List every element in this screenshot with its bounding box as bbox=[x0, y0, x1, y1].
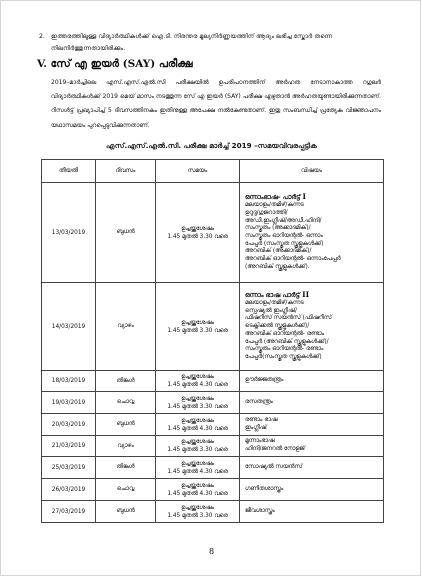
cell-subject bbox=[240, 414, 384, 436]
subject-line: സ്പെഷ്യൽ ഇംഗ്ലീഷ്/ bbox=[245, 307, 297, 314]
cell-subject bbox=[240, 371, 384, 392]
section-heading: V. സേ് എ ഇയർ (SAY) പരീക്ഷ bbox=[37, 58, 193, 70]
subject-line: പേപ്പർ(സംസ്കൃത സ്കൂളുകൾക്ക്) bbox=[245, 353, 322, 360]
subject-line: മലയാളം/തമിഴ്/കന്നട bbox=[245, 202, 304, 209]
paper-label bbox=[245, 193, 380, 202]
subject-line: അറബിക് ഓറിയന്റൽ- രണ്ടാം bbox=[245, 330, 325, 337]
subject-line: സംസ്കൃതം ഓറിയന്റൽ- ഒന്നാം bbox=[245, 233, 323, 239]
cell-date: 26/03/2019 bbox=[42, 479, 96, 501]
paper-label-text: ഒന്നാംഭാഷ- പാർട്ട് bbox=[245, 193, 303, 202]
table-row bbox=[42, 436, 384, 457]
subject-line: അറബിക് ഓറിയന്റൽ- ഒന്നാംപേപ്പർ bbox=[245, 256, 341, 263]
subject-line: ഗണിതശാസ്ത്രം bbox=[245, 485, 284, 492]
paper-roman-numeral: II bbox=[302, 290, 310, 300]
cell-subject bbox=[240, 501, 384, 523]
subject-line: പേപ്പർ (സംസ്കൃത സ്കൂളുകൾക്ക്) bbox=[245, 240, 324, 247]
time-line: ഉച്ചയ്ക്കുശേഷം bbox=[181, 395, 214, 402]
cell-date: 25/03/2019 bbox=[42, 457, 96, 479]
subject-line: മൂന്നാംഭാഷ bbox=[245, 438, 275, 445]
time-line: 1.45 മുതൽ 4.30 വരെ bbox=[167, 468, 228, 475]
subject-line: സംസ്കൃതം (അക്കാദമിക്)/ bbox=[245, 225, 311, 232]
time-line: 1.45 മുതൽ 4.30 വരെ bbox=[167, 425, 228, 432]
subject-line: (അറബിക് സ്കൂളുകൾക്ക്). bbox=[245, 263, 310, 270]
time-line: 1.45 മുതൽ 3.30 വരെ bbox=[167, 233, 228, 240]
subject-line: സംസ്കൃതം ഓറിയന്റൽ- രണ്ടാം bbox=[245, 346, 324, 353]
time-line: 1.45 മുതൽ 3.30 വരെ bbox=[167, 447, 228, 453]
time-line: ഉച്ചയ്ക്കുശേഷം bbox=[181, 460, 214, 467]
header-date: തീയതി bbox=[42, 160, 96, 183]
cell-time bbox=[156, 371, 240, 392]
time-line: ഉച്ചയ്ക്കുശേഷം bbox=[181, 504, 214, 511]
cell-date: 20/03/2019 bbox=[42, 414, 96, 436]
time-line: ഉച്ചയ്ക്കുശേഷം bbox=[181, 225, 214, 232]
time-line: ഉച്ചയ്ക്കുശേഷം bbox=[181, 319, 214, 326]
header-time: സമയം bbox=[156, 160, 240, 183]
cell-day: തിങ്കൾ bbox=[96, 457, 156, 479]
cell-date: 27/03/2019 bbox=[42, 501, 96, 523]
cell-date: 14/03/2019 bbox=[42, 283, 96, 371]
time-line: 1.45 മുതൽ 4.30 വരെ bbox=[167, 382, 228, 388]
cell-subject bbox=[240, 436, 384, 457]
time-line: ഉച്ചയ്ക്കുശേഷം bbox=[181, 374, 214, 380]
subject-line: രസതന്ത്രം bbox=[245, 398, 273, 405]
table-row bbox=[42, 283, 384, 371]
cell-subject bbox=[240, 283, 384, 371]
header-subject: വിഷയം bbox=[240, 160, 384, 183]
cell-time bbox=[156, 183, 240, 283]
paper-label bbox=[245, 291, 380, 300]
subject-line: പേപ്പർ (അറബിക് സ്കൂളുകൾക്ക്)/ bbox=[245, 338, 329, 345]
table-row bbox=[42, 414, 384, 436]
cell-date: 21/03/2019 bbox=[42, 436, 96, 457]
cell-day: ബുധൻ bbox=[96, 414, 156, 436]
subject-line: ഊർജ്ജതന്ത്രം bbox=[245, 377, 284, 384]
cell-day: വ്യാഴം bbox=[96, 436, 156, 457]
subject-line: ഉറുദു/ഗുജറാത്തി/ bbox=[245, 209, 288, 216]
cell-subject bbox=[240, 392, 384, 414]
cell-time bbox=[156, 457, 240, 479]
cell-day: വ്യാഴം bbox=[96, 283, 156, 371]
time-line: 1.45 മുതൽ 3.30 വരെ bbox=[167, 327, 228, 334]
timetable-title: എസ്.എസ്.എൽ.സി. പരീക്ഷ മാർച്ച് 2019 –സമയവിവരപ്പട്ടിക bbox=[106, 141, 317, 150]
time-line: 1.45 മുതൽ 3.30 വരെ bbox=[167, 403, 228, 410]
page-number: 8 bbox=[208, 547, 215, 556]
time-line: ഉച്ചയ്ക്കുശേഷം bbox=[181, 439, 214, 445]
timetable bbox=[41, 159, 384, 523]
cell-time bbox=[156, 501, 240, 523]
subject-line: സോഷ്യൽ സയൻസ് bbox=[245, 463, 303, 470]
subject-line: അറബിക് (അക്കാദമിക്)/ bbox=[245, 248, 312, 255]
table-row bbox=[42, 371, 384, 392]
paper-label-text: ഒന്നാം ഭാഷ പാർട്ട് bbox=[245, 291, 303, 300]
cell-time bbox=[156, 479, 240, 501]
cell-date: 18/03/2019 bbox=[42, 371, 96, 392]
cell-subject bbox=[240, 183, 384, 283]
cell-day: ചൊവ്വ bbox=[96, 479, 156, 501]
subject-line: അഡീ.ഇംഗ്ലീഷ്/അഡീ.ഹിന്ദി/ bbox=[245, 217, 322, 224]
cell-day: തിങ്കൾ bbox=[96, 371, 156, 392]
table-row bbox=[42, 392, 384, 414]
list-item-text: ഇത്തരത്തിലുള്ള വിദ്യാർത്ഥികൾക്ക് ഐ.ടി. നിരന്തര മൂല്യനിർണ്ണയത്തിന് ആദ്യം ലഭിച്ച സ്കോർ തന്നെ നിലനിർത്തുന്നതായിരിക്കും. bbox=[51, 33, 333, 52]
table-row bbox=[42, 457, 384, 479]
subject-line: രണ്ടാം ഭാഷ bbox=[245, 416, 278, 423]
time-line: 1.45 മുതൽ 4.30 വരെ bbox=[167, 490, 228, 497]
cell-date: 13/03/2019 bbox=[42, 183, 96, 283]
cell-day: ചൊവ്വ bbox=[96, 392, 156, 414]
cell-subject bbox=[240, 479, 384, 501]
cell-day: ബുധൻ bbox=[96, 501, 156, 523]
time-line: ഉച്ചയ്ക്കുശേഷം bbox=[181, 482, 214, 489]
subject-line: ടെക്നിക്കൽ സ്കൂളുകൾക്ക്)/ bbox=[245, 323, 310, 330]
time-line: 1.45 മുതൽ 3.30 വരെ bbox=[167, 512, 228, 519]
cell-subject bbox=[240, 457, 384, 479]
subject-line: മലയാളം/തമിഴ്/കന്നട bbox=[245, 300, 304, 307]
cell-time bbox=[156, 283, 240, 371]
subject-line: ഹിന്ദി/ജനറൽ നോളജ് bbox=[245, 446, 305, 452]
cell-day: ബുധൻ bbox=[96, 183, 156, 283]
subject-line: ഫിഷറീസ് സയൻസ് (ഫിഷറീസ് bbox=[245, 315, 332, 322]
header-day: ദിവസം bbox=[96, 160, 156, 183]
table-header-row bbox=[42, 160, 384, 183]
section-paragraph: 2019–മാർച്ചിലെ എസ്.എസ്.എൽ.സി പരീക്ഷയിൽ ഉപരിപഠനത്തിന് അർഹത നേടാനാകാത്ത റഗുലർ വിദ്യാർത്ഥികൾക്ക് 2019 മെയ് മാസം നടത്തുന്ന സേ് എ ഇയർ (SAY) പരീക്ഷ എഴുതാൻ അർഹതയുണ്ടായിരിക്കുന്നതാണ്. റിസൾട്ട് പ്രഖ്യാപിച്ച് 5 ദിവസത്തിനകം ഇതിനുള്ള അപേക്ഷ നൽകേണ്ടതാണ്. ഇതു സംബന്ധിച്ച് പ്രത്യേക വിജ്ഞാപനം യഥാസമയം പുറപ്പെടുവിക്കുന്നതാണ്. bbox=[51, 79, 381, 129]
table-row bbox=[42, 183, 384, 283]
cell-time bbox=[156, 414, 240, 436]
subject-line: ഇംഗ്ലീഷ് bbox=[245, 424, 267, 431]
subject-line: ജീവശാസ്ത്രം bbox=[245, 507, 275, 514]
cell-time bbox=[156, 436, 240, 457]
list-item-2 bbox=[39, 31, 381, 55]
paper-roman-numeral: I bbox=[302, 192, 307, 202]
list-item-number: 2. bbox=[39, 33, 45, 40]
time-line: ഉച്ചയ്ക്കുശേഷം bbox=[181, 417, 214, 424]
table-row bbox=[42, 501, 384, 523]
cell-date: 19/03/2019 bbox=[42, 392, 96, 414]
cell-time bbox=[156, 392, 240, 414]
table-row bbox=[42, 479, 384, 501]
